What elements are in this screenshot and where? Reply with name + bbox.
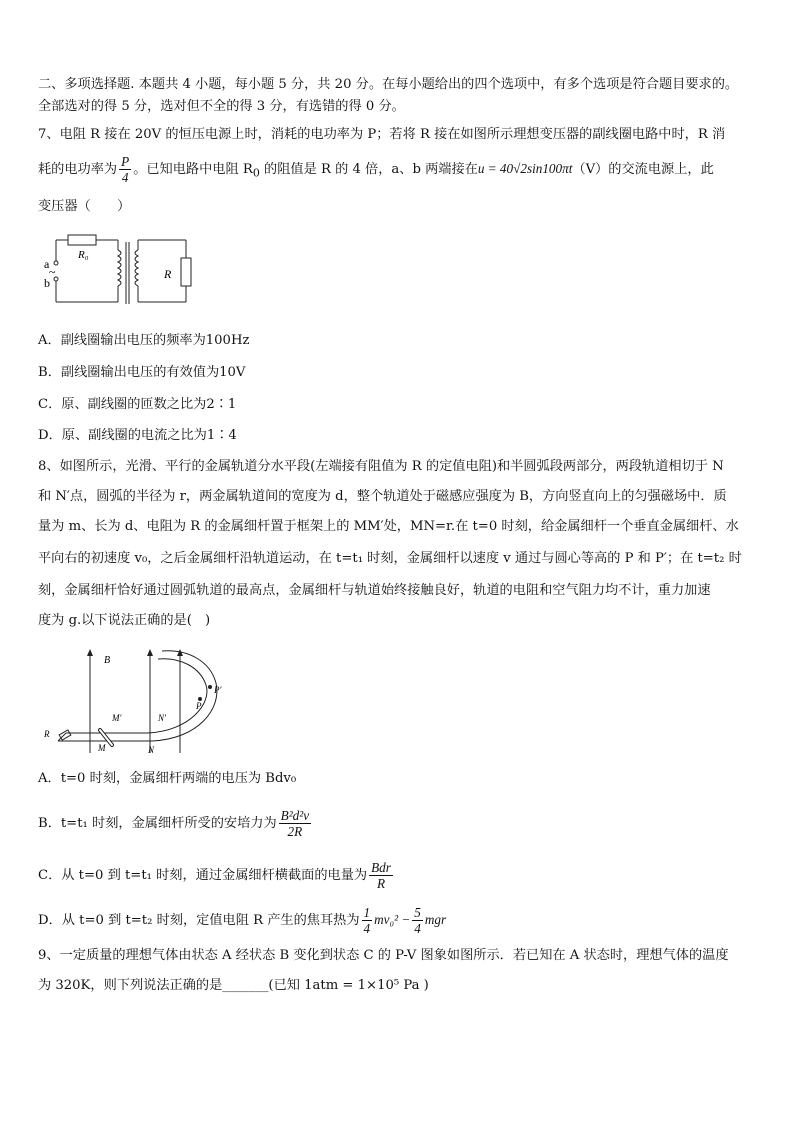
- svg-text:B: B: [104, 655, 111, 666]
- section-header-line-2: 全部选对的得 5 分，选对但不全的得 3 分，有选错的得 0 分。: [38, 99, 405, 114]
- q8-optd-fraction-2: $\frac{5}{4}$: [414, 905, 421, 936]
- q8-stem-line-3: 量为 m、长为 d、电阻为 R 的金属细杆置于框架上的 MM′处，MN=r.在 t=0 时刻，给金属细杆一个垂直金属细杆、水: [38, 519, 739, 534]
- svg-text:N′: N′: [158, 713, 166, 723]
- q8-optd-fraction-1: $\frac{1}{4}$: [363, 905, 371, 936]
- q8-option-b[interactable]: B．t=t₁ 时刻，金属细杆所受的安培力为 $\frac{\text{B²d²v}}{2R}$: [38, 808, 310, 839]
- q9-stem-line-1: 9、一定质量的理想气体由状态 A 经状态 B 变化到状态 C 的 P-V 图象如图所示．若已知在 A 状态时，理想气体的温度: [38, 948, 729, 963]
- q7-option-d[interactable]: D．原、副线圈的电流之比为1∶4: [38, 428, 237, 443]
- q8-option-d[interactable]: D．从 t=0 到 t=t₂ 时刻，定值电阻 R 产生的焦耳热为 $\frac{1}{4}$ mv₀² − $\frac{5}{4}$ mgr: [38, 905, 447, 936]
- svg-text:~: ~: [49, 265, 56, 279]
- q7-fraction-p-over-4: $\frac{P}{4}$: [121, 154, 130, 185]
- q7-stem-line-3: 变压器（ ）: [38, 199, 131, 214]
- svg-text:R₀: R₀: [78, 249, 89, 261]
- q8-option-a[interactable]: A．t=0 时刻，金属细杆两端的电压为 Bdv₀: [38, 771, 297, 786]
- q7-stem-line-1: 7、电阻 R 接在 20V 的恒压电源上时，消耗的电功率为 P；若将 R 接在如图所示理想变压器的副线圈电路中时，R 消: [38, 127, 726, 142]
- q7-stem-line-2: 耗的电功率为 $\frac{P}{4}$ 。已知电路中电阻 $R_0$ 的阻值是 R 的 4 倍，a、b 两端接在u = 40√2sin100πt（V）的交流电源上，此: [38, 154, 714, 185]
- q7-option-b[interactable]: B．副线圈输出电压的有效值为10V: [38, 365, 246, 380]
- q7-option-c[interactable]: C．原、副线圈的匝数之比为2∶1: [38, 397, 237, 412]
- q8-option-c[interactable]: C．从 t=0 到 t=t₁ 时刻，通过金属细杆横截面的电量为 $\frac{\text{Bdr}}{R}$: [38, 860, 391, 891]
- q8-optc-fraction: $\frac{\text{Bdr}}{R}$: [371, 860, 391, 891]
- q7-option-a[interactable]: A．副线圈输出电压的频率为100Hz: [38, 333, 250, 348]
- q8-stem-line-5: 刻，金属细杆恰好通过圆弧轨道的最高点，金属细杆与轨道始终接触良好，轨道的电阻和空气阻力均不计，重力加速: [38, 583, 711, 598]
- q8-stem-line-4: 平向右的初速度 v₀，之后金属细杆沿轨道运动，在 t=t₁ 时刻，金属细杆以速度 v 通过与圆心等高的 P 和 P′；在 t=t₂ 时: [38, 551, 742, 566]
- rail-resistor: [59, 730, 71, 740]
- q8-optb-fraction: $\frac{\text{B²d²v}}{2R}$: [280, 808, 310, 839]
- svg-text:b: b: [44, 276, 50, 290]
- svg-text:M′: M′: [112, 713, 122, 723]
- svg-text:a: a: [44, 257, 50, 271]
- resistor-r0: [68, 235, 96, 245]
- q9-stem-line-2: 为 320K，则下列说法正确的是_______(已知 1atm = 1×10⁵ Pa ): [38, 978, 429, 993]
- q8-stem-line-2: 和 N′点，圆弧的半径为 r，两金属轨道间的宽度为 d，整个轨道处于磁感应强度为 B，方向竖直向上的匀强磁场中．质: [38, 489, 727, 504]
- svg-text:P: P: [196, 701, 202, 711]
- svg-text:R: R: [164, 267, 172, 281]
- q8-stem-line-1: 8、如图所示，光滑、平行的金属轨道分水平段(左端接有阻值为 R 的定值电阻)和半圆弧段两部分，两段轨道相切于 N: [38, 459, 724, 474]
- resistor-r: [181, 258, 191, 286]
- q7-transformer-diagram: [38, 228, 198, 310]
- q8-rail-diagram: [40, 643, 250, 758]
- section-header-line-1: 二、多项选择题. 本题共 4 小题，每小题 5 分，共 20 分。在每小题给出的四个选项中，有多个选项是符合题目要求的。: [38, 77, 739, 92]
- svg-text:M: M: [98, 743, 106, 753]
- q8-stem-line-6: 度为 g.以下说法正确的是( ): [38, 613, 211, 628]
- q7-ac-formula: u = 40√2sin100πt: [477, 161, 573, 176]
- svg-text:N: N: [148, 745, 155, 755]
- svg-text:R: R: [44, 729, 50, 739]
- svg-text:P′: P′: [214, 685, 222, 695]
